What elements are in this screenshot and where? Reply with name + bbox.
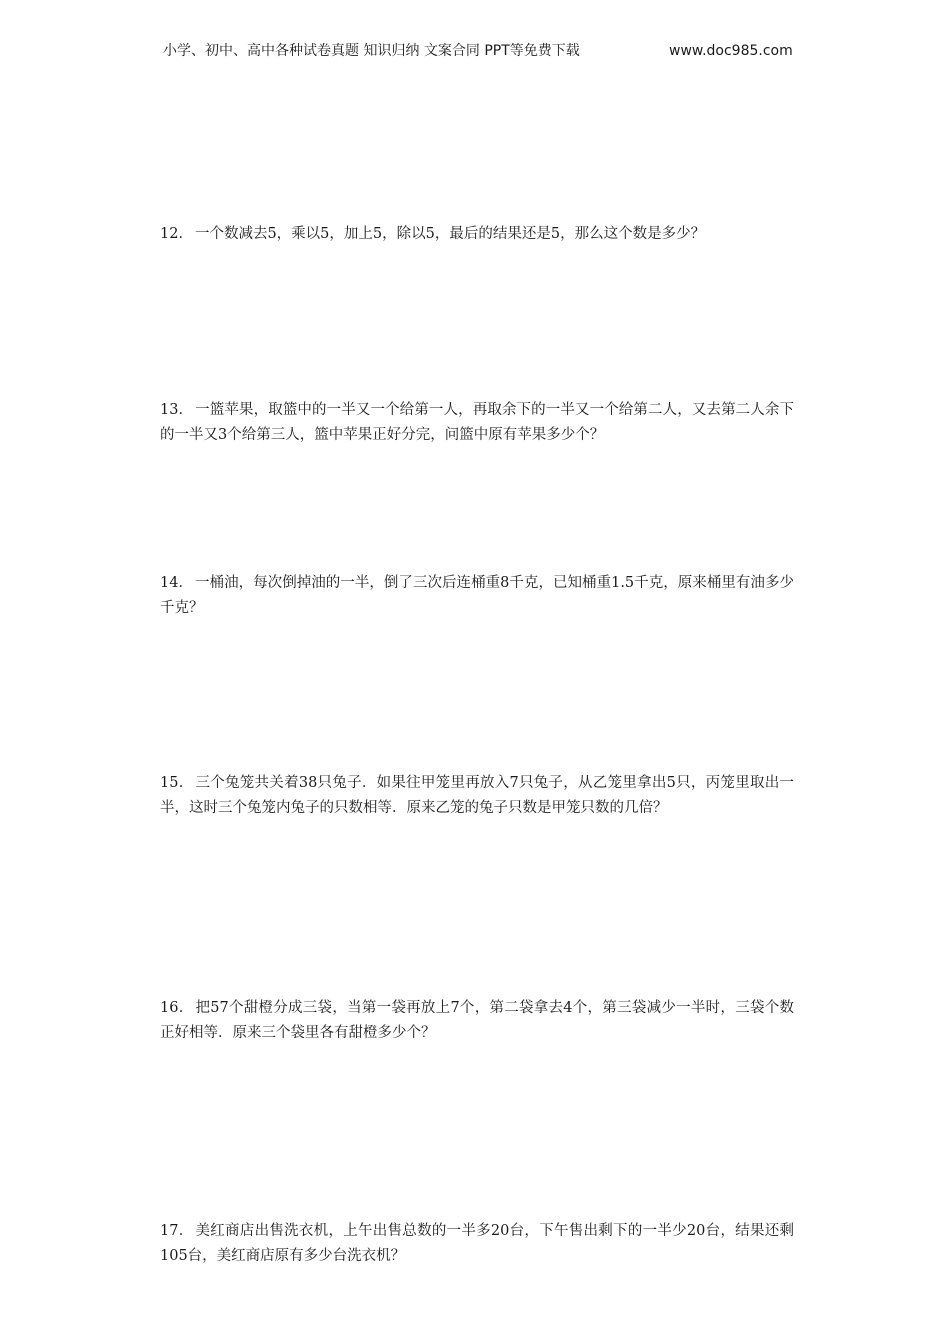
problem-number: 17． bbox=[160, 1223, 194, 1239]
problem-text: 一篮苹果，取篮中的一半又一个给第一人，再取余下的一半又一个给第二人，又去第二人余下的一半又3个给第三人，篮中苹果正好分完，问篮中原有苹果多少个？ bbox=[160, 402, 794, 443]
problem-number: 15． bbox=[160, 775, 194, 791]
problem-text: 美红商店出售洗衣机，上午出售总数的一半多20台，下午售出剩下的一半少20台，结果还剩105台，美红商店原有多少台洗衣机？ bbox=[160, 1223, 794, 1264]
problem-text: 一桶油，每次倒掉油的一半，倒了三次后连桶重8千克，已知桶重1.5千克，原来桶里有油多少千克？ bbox=[160, 575, 794, 616]
problem-17 bbox=[160, 1219, 794, 1269]
problem-14 bbox=[160, 571, 794, 621]
problem-number: 16． bbox=[160, 1000, 194, 1016]
problem-12 bbox=[160, 222, 794, 247]
problem-number: 13． bbox=[160, 402, 194, 418]
problem-15 bbox=[160, 771, 794, 821]
page-header bbox=[163, 40, 803, 62]
problem-number: 12． bbox=[160, 226, 193, 242]
problem-13 bbox=[160, 398, 794, 448]
problem-text: 一个数减去5，乘以5，加上5，除以5，最后的结果还是5，那么这个数是多少？ bbox=[194, 226, 706, 242]
problem-text: 三个兔笼共关着38只兔子．如果往甲笼里再放入7只兔子，从乙笼里拿出5只，丙笼里取出一半，这时三个兔笼内兔子的只数相等．原来乙笼的兔子只数是甲笼只数的几倍？ bbox=[160, 775, 794, 816]
header-text: 小学、初中、高中各种试卷真题 知识归纳 文案合同 PPT等免费下载 bbox=[163, 43, 580, 59]
problem-text: 把57个甜橙分成三袋，当第一袋再放上7个，第二袋拿去4个，第三袋减少一半时，三袋个数正好相等．原来三个袋里各有甜橙多少个？ bbox=[160, 1000, 794, 1041]
header-url[interactable]: www.doc985.com bbox=[669, 43, 793, 59]
problem-16 bbox=[160, 996, 794, 1046]
problem-number: 14． bbox=[160, 575, 194, 591]
